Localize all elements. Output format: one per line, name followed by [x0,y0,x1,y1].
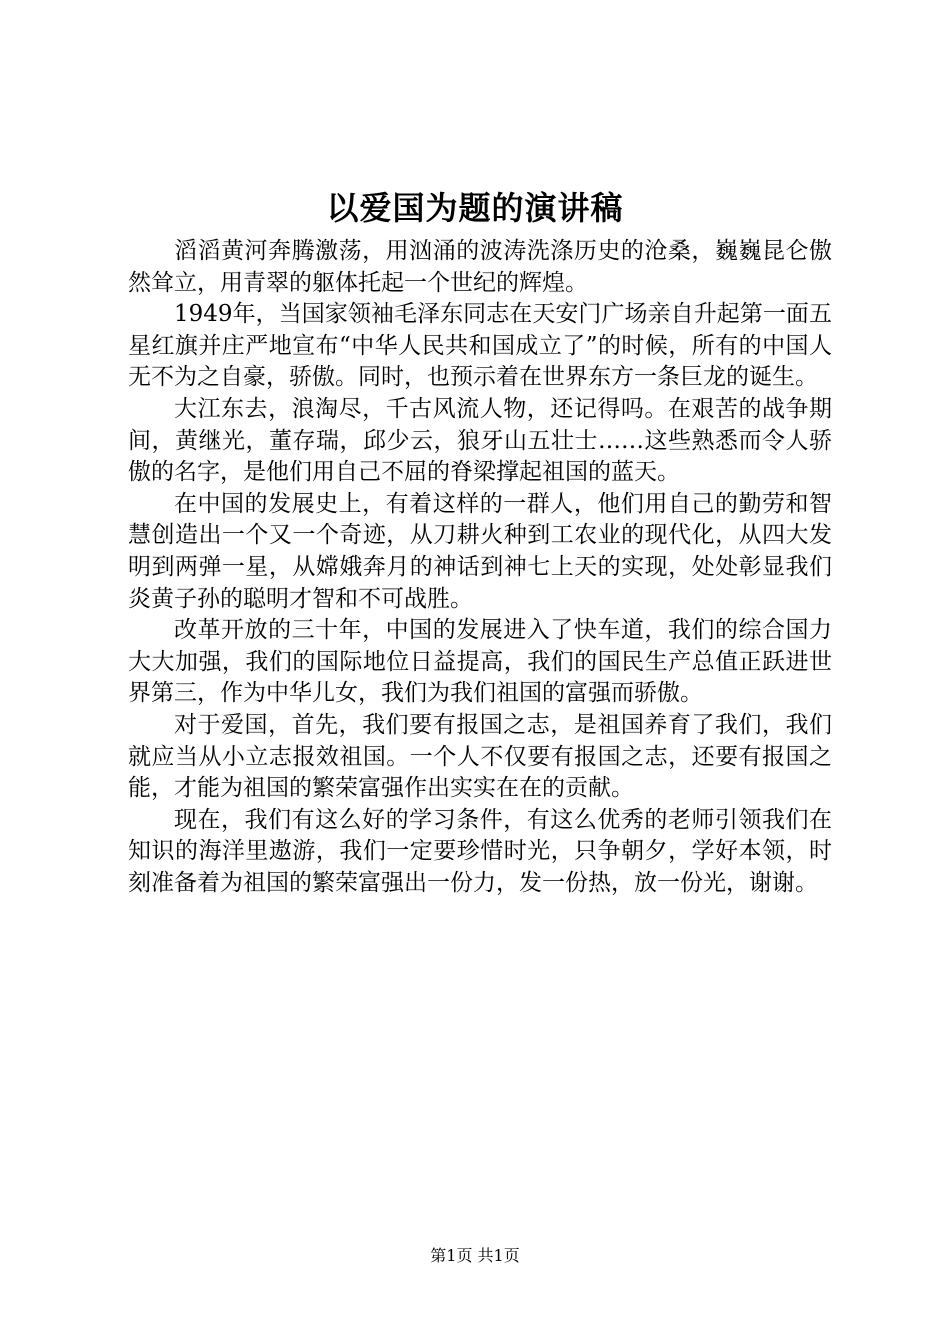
document-title: 以爱国为题的演讲稿 [326,189,624,227]
paragraph: 大江东去，浪淘尽，千古风流人物，还记得吗。在艰苦的战争期间，黄继光，董存瑞，邱少云，狼牙山五壮士……这些熟悉而令人骄傲的名字，是他们用自己不屈的脊梁撑起祖国的蓝天。 [128,395,832,486]
paragraph: 现在，我们有这么好的学习条件，有这么优秀的老师引领我们在知识的海洋里遨游，我们一定要珍惜时光，只争朝夕，学好本领，时刻准备着为祖国的繁荣富强出一份力，发一份热，放一份光，谢谢。 [128,806,832,896]
paragraph: 1949年，当国家领袖毛泽东同志在天安门广场亲自升起第一面五星红旗并庄严地宣布“中华人民共和国成立了”的时候，所有的中国人无不为之自豪，骄傲。同时，也预示着在世界东方一条巨龙的诞生。 [128,301,832,391]
paragraph: 对于爱国，首先，我们要有报国之志，是祖国养育了我们，我们就应当从小立志报效祖国。一个人不仅要有报国之志，还要有报国之能，才能为祖国的繁荣富强作出实实在在的贡献。 [128,711,832,802]
paragraph: 改革开放的三十年，中国的发展进入了快车道，我们的综合国力大大加强，我们的国际地位日益提高，我们的国民生产总值正跃进世界第三，作为中华儿女，我们为我们祖国的富强而骄傲。 [128,617,832,707]
paragraph: 在中国的发展史上，有着这样的一群人，他们用自己的勤劳和智慧创造出一个又一个奇迹，从刀耕火种到工农业的现代化，从四大发明到两弹一星，从嫦娥奔月的神话到神七上天的实现，处处彰显我们炎黄子孙的聪明才智和不可战胜。 [128,490,832,612]
document-body [128,236,832,899]
page-number-footer: 第1页 共1页 [430,1246,520,1265]
paragraph: 滔滔黄河奔腾激荡，用汹涌的波涛洗涤历史的沧桑，巍巍昆仑傲然耸立，用青翠的躯体托起一个世纪的辉煌。 [128,238,832,296]
